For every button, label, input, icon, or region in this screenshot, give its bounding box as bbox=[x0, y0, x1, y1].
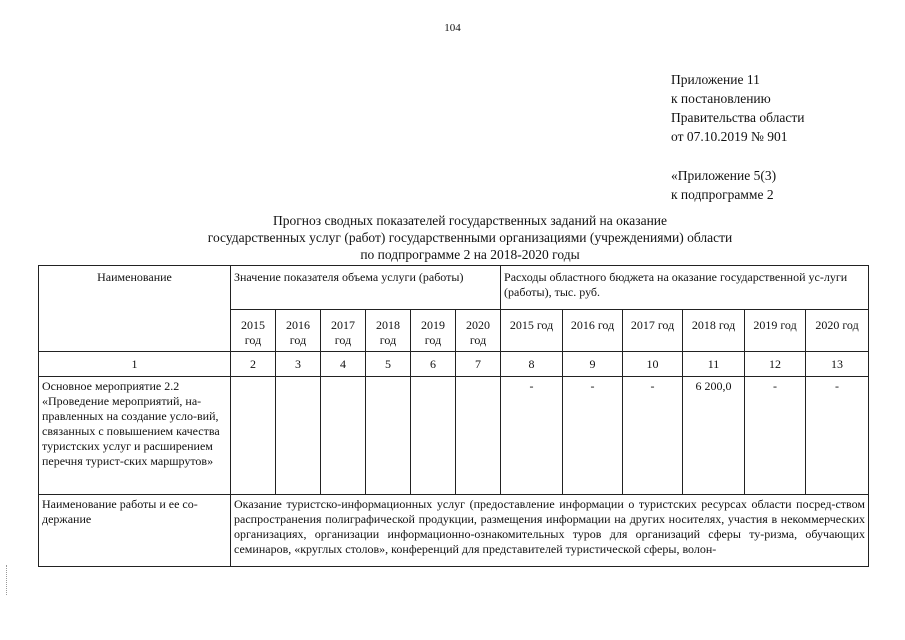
volume-value bbox=[276, 377, 321, 495]
expense-year-header: 2018 год bbox=[683, 310, 745, 352]
spacer bbox=[671, 146, 804, 166]
column-number: 12 bbox=[745, 352, 806, 377]
column-number: 13 bbox=[806, 352, 869, 377]
column-number: 11 bbox=[683, 352, 745, 377]
volume-value bbox=[456, 377, 501, 495]
expense-year-header: 2015 год bbox=[501, 310, 563, 352]
column-number-row bbox=[39, 352, 869, 377]
column-number: 4 bbox=[321, 352, 366, 377]
header-volume-group: Значение показателя объема услуги (работы) bbox=[231, 266, 501, 310]
column-number: 7 bbox=[456, 352, 501, 377]
volume-value bbox=[366, 377, 411, 495]
expense-value: - bbox=[623, 377, 683, 495]
expense-year-header: 2017 год bbox=[623, 310, 683, 352]
appendix-line: от 07.10.2019 № 901 bbox=[671, 129, 788, 144]
volume-year-header: 2018 год bbox=[366, 310, 411, 352]
volume-year-header: 2015 год bbox=[231, 310, 276, 352]
volume-year-header: 2020 год bbox=[456, 310, 501, 352]
table-row bbox=[39, 377, 869, 495]
column-number: 5 bbox=[366, 352, 411, 377]
document-title bbox=[150, 212, 790, 263]
column-number: 8 bbox=[501, 352, 563, 377]
work-row bbox=[39, 495, 869, 567]
row-name: Основное мероприятие 2.2 «Проведение мероприятий, на-правленных на создание усло-вий, связанных с повышением качества туристских услуг и расширением перечня турист-ских маршрутов» bbox=[39, 377, 231, 495]
volume-year-header: 2017 год bbox=[321, 310, 366, 352]
appendix-block bbox=[671, 70, 804, 204]
column-number: 6 bbox=[411, 352, 456, 377]
header-name: Наименование bbox=[39, 266, 231, 352]
expense-value: - bbox=[501, 377, 563, 495]
title-line: государственных услуг (работ) государственными организациями (учреждениями) области bbox=[207, 230, 733, 245]
volume-value bbox=[231, 377, 276, 495]
column-number: 2 bbox=[231, 352, 276, 377]
header-expense-group: Расходы областного бюджета на оказание государственной ус-луги (работы), тыс. руб. bbox=[501, 266, 869, 310]
volume-year-header: 2016 год bbox=[276, 310, 321, 352]
appendix-line: Приложение 11 bbox=[671, 72, 760, 87]
work-description: Оказание туристско-информационных услуг (предоставление информации о туристских ресурсах области посред-ством распространения полиграфической продукции, размещения информации на других носителях, участия в некоммерческих организациях, организации информационно-ознакомительных туров для организаций сферы ту-ризма, обучающих семинаров, «круглых столов», конференций для представителей туристической сферы, волон- bbox=[231, 495, 869, 567]
appendix-line: Правительства области bbox=[671, 110, 805, 125]
expense-value: - bbox=[806, 377, 869, 495]
appendix-line: к постановлению bbox=[671, 91, 771, 106]
column-number: 1 bbox=[39, 352, 231, 377]
header-row bbox=[39, 266, 869, 310]
title-line: по подпрограмме 2 на 2018-2020 годы bbox=[360, 247, 580, 262]
column-number: 9 bbox=[563, 352, 623, 377]
volume-value bbox=[321, 377, 366, 495]
appendix-line: к подпрограмме 2 bbox=[671, 187, 774, 202]
expense-value: - bbox=[745, 377, 806, 495]
expense-year-header: 2016 год bbox=[563, 310, 623, 352]
work-label: Наименование работы и ее со-держание bbox=[39, 495, 231, 567]
appendix-line: «Приложение 5(3) bbox=[671, 168, 777, 183]
scan-margin-mark bbox=[6, 565, 9, 595]
volume-value bbox=[411, 377, 456, 495]
expense-year-header: 2020 год bbox=[806, 310, 869, 352]
column-number: 3 bbox=[276, 352, 321, 377]
title-line: Прогноз сводных показателей государственных заданий на оказание bbox=[272, 213, 668, 228]
volume-year-header: 2019 год bbox=[411, 310, 456, 352]
expense-value: - bbox=[563, 377, 623, 495]
forecast-table bbox=[38, 265, 869, 567]
expense-value: 6 200,0 bbox=[683, 377, 745, 495]
page-number: 104 bbox=[444, 22, 461, 34]
expense-year-header: 2019 год bbox=[745, 310, 806, 352]
column-number: 10 bbox=[623, 352, 683, 377]
